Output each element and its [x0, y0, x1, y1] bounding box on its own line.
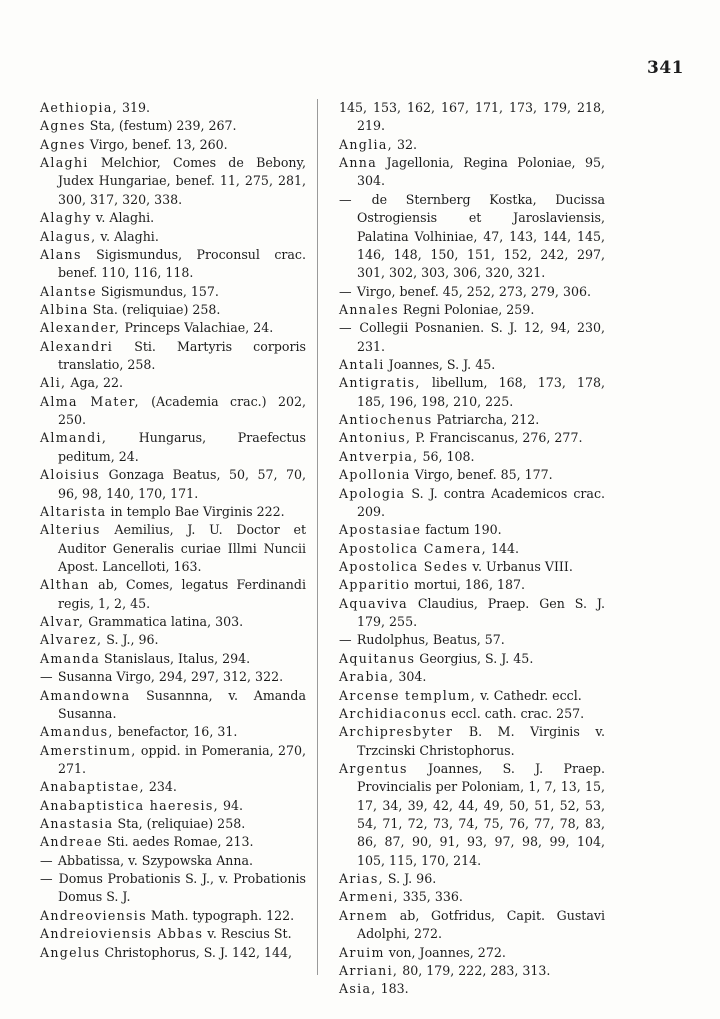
entry-headword: Anglia, — [339, 136, 393, 152]
entry-text: Claudius, Praep. Gen S. J. 179, 255. — [357, 595, 605, 630]
entry-text: de Sternberg Kostka, Ducissa Ostrogiensis et Jaroslaviensis, Palatina Volhiniae, 47, 143, 144, 145, 146, 148, 150, 151, 152, 242, 297, 301, 302, 303, 306, 320, 321. — [352, 191, 605, 281]
left-column — [40, 99, 306, 962]
entry-text: libellum, 168, 173, 178, 185, 196, 198, 210, 225. — [357, 375, 605, 409]
index-entry — [40, 613, 306, 631]
entry-headword: Ali, — [40, 375, 67, 391]
entry-headword: — — [339, 632, 353, 648]
entry-text: Joannes, S. J. Praep. Provincialis per Poloniam, 1, 7, 13, 15, 17, 34, 39, 42, 44, 49, 50, 51, 52, 53, 54, 71, 72, 73, 74, 75, 76, 77, 78, 83, 86, 87, 90, 91, 93, 97, 98, 99, 104, 105, 115, 170, 214. — [357, 760, 605, 868]
entry-text: Sta, (reliquiae) 258. — [113, 816, 246, 832]
index-entry — [40, 393, 306, 430]
entry-text: Sigismundus, 157. — [96, 283, 219, 299]
index-entry — [40, 521, 306, 576]
entry-text: ab, Comes, legatus Ferdinandi regis, 1, 2, 45. — [58, 577, 306, 611]
entry-text: Sigismundus, Proconsul crac. benef. 110, 116, 118. — [58, 246, 306, 281]
entry-headword: Alaghy — [40, 210, 92, 226]
entry-headword: Arriani, — [339, 962, 399, 978]
entry-headword: Anabaptistae, — [40, 779, 145, 795]
entry-text: Virgo, benef. 13, 260. — [85, 136, 228, 152]
index-entry — [40, 797, 306, 815]
entry-headword: Angelus — [40, 944, 101, 960]
entry-headword: Althan — [40, 577, 90, 593]
entry-text: Abbatissa, v. Szypowska Anna. — [53, 852, 254, 868]
index-entry — [40, 723, 306, 741]
entry-text: factum 190. — [421, 522, 502, 538]
index-entry — [339, 631, 605, 649]
entry-headword: — — [40, 871, 54, 887]
entry-text: oppid. in Pomerania, 270, 271. — [58, 742, 306, 776]
index-entry — [339, 191, 605, 283]
index-entry — [40, 870, 306, 907]
entry-headword: Agnes — [40, 136, 86, 152]
entry-headword: Alexander, — [40, 320, 121, 336]
entry-text: Grammatica latina, 303. — [84, 614, 244, 630]
index-entry — [40, 283, 306, 301]
entry-headword: — — [339, 283, 353, 299]
index-entry — [339, 576, 605, 594]
entry-headword: Alma Mater, — [40, 393, 140, 409]
entry-text: v. Alaghi. — [96, 228, 159, 244]
entry-text: Regni Poloniae, 259. — [398, 301, 535, 317]
index-entry — [339, 154, 605, 191]
entry-headword: Antigratis, — [339, 375, 421, 391]
entry-headword: Asia, — [339, 981, 377, 997]
index-entry — [339, 723, 605, 760]
index-entry — [40, 301, 306, 319]
entry-text: Aga, 22. — [66, 375, 124, 391]
entry-text: von, Joannes, 272. — [384, 944, 506, 960]
index-entry — [40, 907, 306, 925]
entry-headword: Alvarez, — [40, 632, 103, 648]
entry-text: Virgo, benef. 85, 177. — [410, 467, 553, 483]
index-entry — [40, 944, 306, 962]
entry-text: 56, 108. — [418, 448, 475, 464]
entry-headword: Apostolica Sedes — [339, 558, 469, 574]
index-entry — [339, 907, 605, 944]
entry-headword: Aruim — [339, 944, 385, 960]
index-entry — [40, 466, 306, 503]
entry-text: Joannes, S. J. 45. — [384, 357, 496, 373]
column-divider — [317, 99, 318, 975]
entry-text: v. Cathedr. eccl. — [476, 687, 582, 703]
index-entry — [40, 117, 306, 135]
entry-text: Rudolphus, Beatus, 57. — [352, 632, 505, 648]
entry-headword: Apparitio — [339, 577, 411, 593]
entry-headword: Aquitanus — [339, 650, 416, 666]
entry-text: 319. — [117, 100, 150, 115]
entry-text: Sti. Martyris corporis translatio, 258. — [58, 338, 306, 373]
entry-headword: Annales — [339, 301, 399, 317]
index-entry — [339, 521, 605, 539]
index-entry — [40, 374, 306, 392]
entry-text: Susanna Virgo, 294, 297, 312, 322. — [53, 669, 284, 685]
entry-headword: Amandus, — [40, 724, 114, 740]
entry-headword: — — [40, 852, 54, 868]
entry-text: S. J. contra Academicos crac. 209. — [357, 485, 605, 519]
index-entry — [40, 319, 306, 337]
index-entry — [339, 668, 605, 686]
entry-headword: Apollonia — [339, 467, 411, 483]
entry-headword: Antonius, — [339, 430, 412, 446]
entry-text: 32. — [392, 136, 417, 152]
entry-text: Georgius, S. J. 45. — [415, 650, 534, 666]
entry-headword: — — [339, 320, 353, 336]
entry-text: Math. typograph. 122. — [146, 907, 295, 923]
entry-text: B. M. Virginis v. Trzcinski Christophorus. — [357, 724, 605, 758]
entry-text: 144. — [486, 540, 519, 556]
entry-text: eccl. cath. crac. 257. — [447, 705, 585, 721]
index-entry — [339, 301, 605, 319]
entry-text: (Academia crac.) 202, 250. — [58, 393, 306, 428]
index-entry — [339, 319, 605, 356]
entry-text: Melchior, Comes de Bebony, Judex Hungariae, benef. 11, 275, 281, 300, 317, 320, 338. — [58, 155, 306, 207]
entry-headword: Alterius — [40, 522, 101, 538]
index-entry — [339, 136, 605, 154]
entry-text: v. Alaghi. — [91, 210, 155, 226]
index-entry — [339, 540, 605, 558]
entry-headword: Alantse — [40, 283, 97, 299]
index-entry — [40, 631, 306, 649]
index-entry — [40, 246, 306, 283]
entry-headword: Andreae — [40, 834, 103, 850]
index-entry — [40, 338, 306, 375]
index-entry — [339, 760, 605, 870]
entry-headword: Antali — [339, 357, 385, 373]
entry-headword: Arcense templum, — [339, 687, 477, 703]
index-entry — [339, 356, 605, 374]
entry-text: Aemilius, J. U. Doctor et Auditor Generalis curiae Illmi Nuncii Apost. Lancelloti, 163. — [58, 522, 306, 574]
index-entry — [40, 650, 306, 668]
index-entry — [339, 888, 605, 906]
entry-text: 94. — [218, 797, 243, 813]
entry-headword: — — [339, 191, 353, 207]
index-entry — [339, 944, 605, 962]
entry-text: Virgo, benef. 45, 252, 273, 279, 306. — [352, 283, 591, 299]
entry-headword: Alaghi — [40, 155, 89, 171]
index-entry — [40, 576, 306, 613]
entry-text: in templo Bae Virginis 222. — [106, 503, 285, 519]
index-entry — [339, 962, 605, 980]
index-entry — [40, 742, 306, 779]
entry-text: 335, 336. — [398, 889, 463, 905]
index-entry — [40, 154, 306, 209]
entry-headword: Archidiaconus — [339, 705, 448, 721]
entry-text: Sta, (festum) 239, 267. — [85, 118, 237, 134]
entry-headword: Anastasia — [40, 816, 114, 832]
entry-text: benefactor, 16, 31. — [113, 724, 238, 740]
entry-text: 183. — [376, 981, 409, 997]
entry-headword: Amandowna — [40, 687, 131, 703]
index-entry — [40, 687, 306, 724]
entry-headword: Antverpia, — [339, 448, 419, 464]
entry-headword: Antiochenus — [339, 412, 433, 428]
index-entry — [339, 870, 605, 888]
index-entry — [40, 852, 306, 870]
index-entry — [40, 136, 306, 154]
index-entry — [339, 980, 605, 998]
entry-headword: Andreoviensis — [40, 907, 147, 923]
entry-headword: Almandi, — [40, 430, 108, 446]
entry-headword: Arabia, — [339, 669, 395, 685]
entry-headword: Aloisius — [40, 467, 101, 483]
index-entry — [40, 925, 306, 943]
entry-text: 234. — [144, 779, 177, 795]
entry-text: S. J. 96. — [383, 871, 437, 887]
entry-text: Domus Probationis S. J., v. Probationis Domus S. J. — [53, 871, 306, 905]
index-entry — [40, 99, 306, 117]
entry-text: P. Franciscanus, 276, 277. — [411, 430, 583, 446]
entry-headword: Apostasiae — [339, 522, 422, 538]
entry-text: v. Rescius St. — [203, 926, 292, 942]
entry-text: Gonzaga Beatus, 50, 57, 70, 96, 98, 140, 170, 171. — [58, 467, 306, 501]
index-entry — [40, 778, 306, 796]
entry-headword: Amanda — [40, 650, 101, 666]
entry-headword: Amerstinum, — [40, 742, 137, 758]
entry-text: mortui, 186, 187. — [410, 577, 525, 593]
entry-text: Hungarus, Praefectus peditum, 24. — [58, 430, 306, 464]
entry-text: 304. — [394, 669, 427, 685]
entry-headword: Alvar, — [40, 614, 85, 630]
index-entry — [339, 595, 605, 632]
entry-headword: Apostolica Camera, — [339, 540, 487, 556]
entry-headword: Aethiopia, — [40, 100, 118, 115]
entry-headword: Armeni, — [339, 889, 399, 905]
index-entry — [339, 99, 605, 136]
index-entry — [339, 687, 605, 705]
index-entry — [40, 503, 306, 521]
index-entry — [339, 429, 605, 447]
entry-text: 80, 179, 222, 283, 313. — [398, 962, 551, 978]
entry-headword: Alexandri — [40, 338, 114, 354]
index-entry — [339, 448, 605, 466]
index-entry — [40, 209, 306, 227]
right-column — [339, 99, 605, 999]
index-entry — [40, 833, 306, 851]
entry-headword: Alagus, — [40, 228, 97, 244]
entry-text: Princeps Valachiae, 24. — [120, 320, 274, 336]
index-entry — [339, 558, 605, 576]
entry-headword: Arnem — [339, 907, 389, 923]
entry-headword: Altarista — [40, 503, 107, 519]
entry-headword: Albina — [40, 301, 89, 317]
index-entry — [40, 228, 306, 246]
entry-text: Collegii Posnanien. S. J. 12, 94, 230, 231. — [352, 320, 605, 354]
entry-headword: Aquaviva — [339, 595, 408, 611]
index-entry — [339, 283, 605, 301]
index-entry — [339, 411, 605, 429]
entry-text: 145, 153, 162, 167, 171, 173, 179, 218, 219. — [339, 100, 605, 134]
entry-headword: Arias, — [339, 871, 384, 887]
entry-text: Christophorus, S. J. 142, 144, — [100, 944, 293, 960]
entry-text: Stanislaus, Italus, 294. — [100, 650, 251, 666]
index-entry — [40, 815, 306, 833]
entry-text: v. Urbanus VIII. — [468, 558, 573, 574]
entry-headword: Anna — [339, 155, 378, 171]
index-entry — [40, 668, 306, 686]
index-entry — [339, 466, 605, 484]
entry-headword: Anabaptistica haeresis, — [40, 797, 219, 813]
entry-text: S. J., 96. — [102, 632, 159, 648]
entry-text: Sti. aedes Romae, 213. — [102, 834, 254, 850]
entry-headword: Archipresbyter — [339, 724, 454, 740]
entry-headword: Argentus — [339, 760, 408, 776]
entry-text: Susannna, v. Amanda Susanna. — [58, 687, 306, 721]
index-entry — [339, 485, 605, 522]
page-number: 341 — [647, 58, 684, 78]
index-entry — [339, 650, 605, 668]
entry-text: Sta. (reliquiae) 258. — [88, 301, 221, 317]
entry-headword: Agnes — [40, 118, 86, 134]
entry-text: Jagellonia, Regina Poloniae, 95, 304. — [357, 155, 605, 189]
entry-text: Patriarcha, 212. — [432, 412, 540, 428]
entry-text: ab, Gotfridus, Capit. Gustavi Adolphi, 272. — [357, 907, 605, 942]
entry-headword: Apologia — [339, 485, 406, 501]
entry-headword: Andreioviensis Abbas — [40, 926, 204, 942]
index-entry — [339, 374, 605, 411]
entry-headword: — — [40, 669, 54, 685]
index-entry — [339, 705, 605, 723]
index-entry — [40, 429, 306, 466]
entry-headword: Alans — [40, 246, 82, 262]
